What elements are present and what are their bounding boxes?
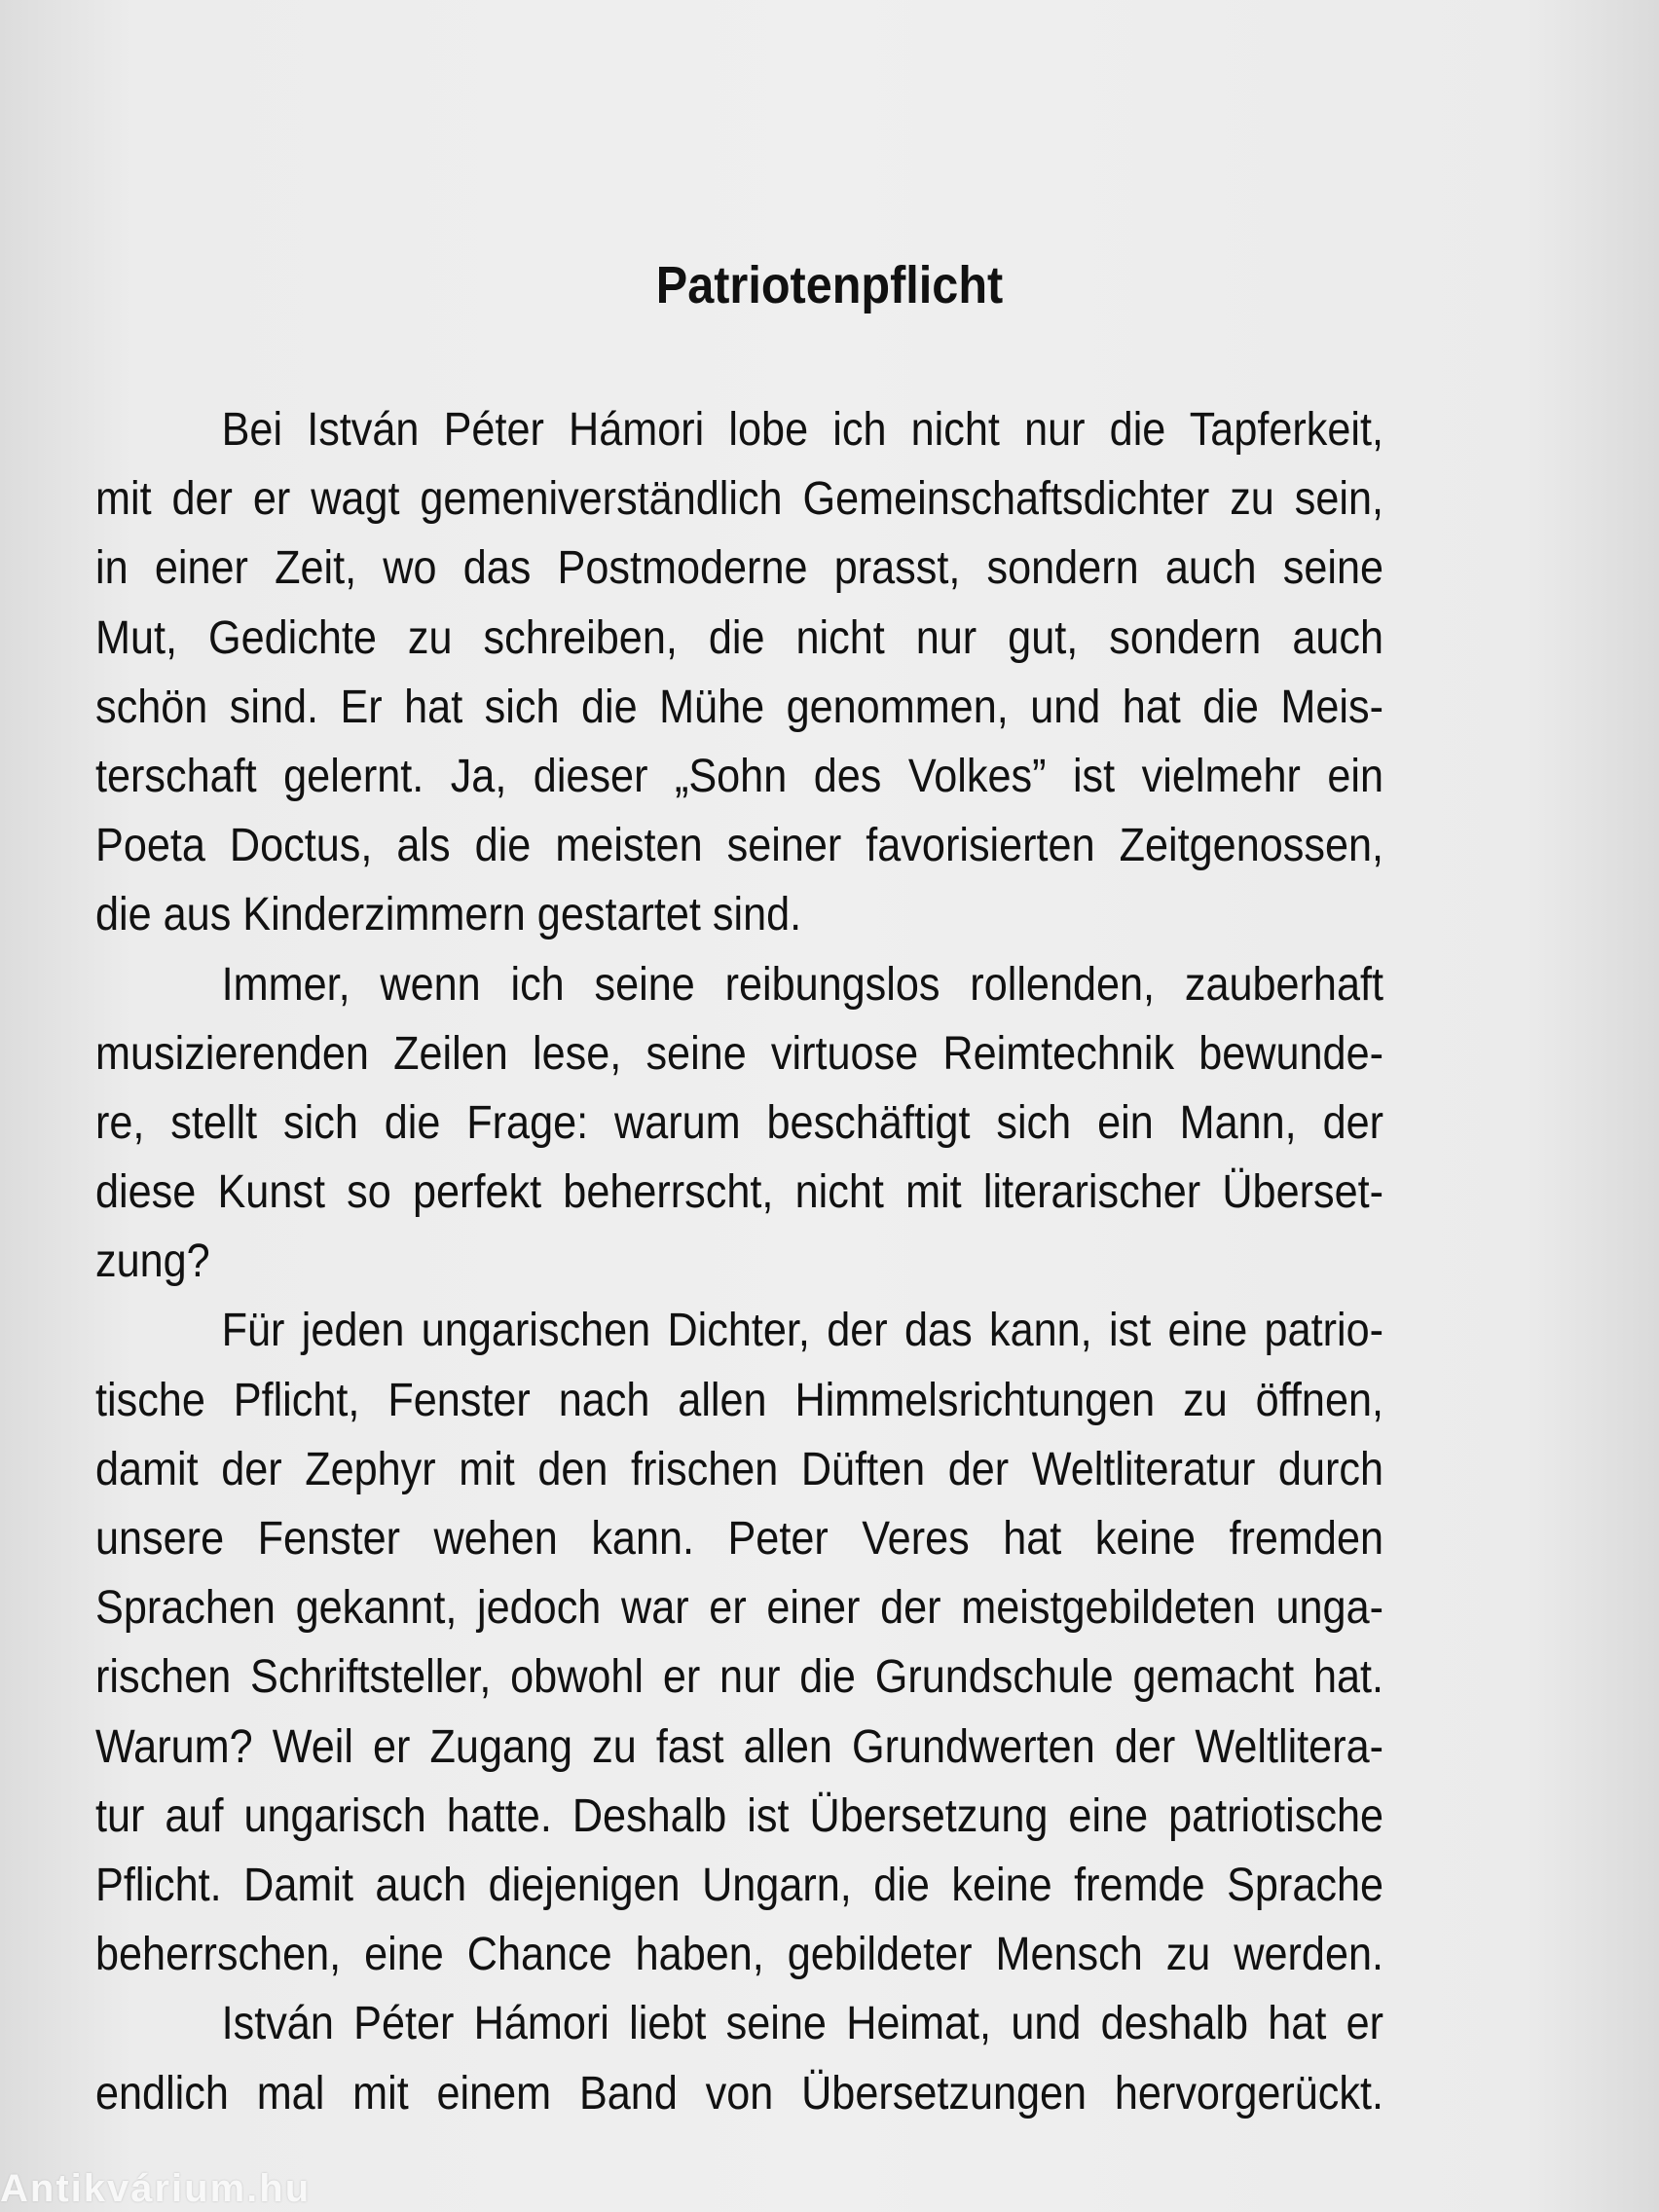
text-line: schön sind. Er hat sich die Mühe genommen, und hat die Meis- <box>95 681 1383 733</box>
text-line: endlich mal mit einem Band von Übersetzungen hervorgerückt. <box>95 2067 1383 2120</box>
text-line: tur auf ungarisch hatte. Deshalb ist Übersetzung eine patriotische <box>95 1789 1383 1842</box>
text-line: Für jeden ungarischen Dichter, der das kann, ist eine patrio- <box>221 1305 1383 1357</box>
text-line: terschaft gelernt. Ja, dieser „Sohn des Volkes” ist vielmehr ein <box>95 750 1383 802</box>
text-line: Pflicht. Damit auch diejenigen Ungarn, die keine fremde Sprache <box>95 1859 1383 1911</box>
text-line: re, stellt sich die Frage: warum beschäftigt sich ein Mann, der <box>95 1096 1383 1149</box>
text-line: musizierenden Zeilen lese, seine virtuose Reimtechnik bewunde- <box>95 1027 1383 1080</box>
body-text <box>95 395 1527 2128</box>
text-line: die aus Kinderzimmern gestartet sind. <box>95 889 802 941</box>
text-line: Bei István Péter Hámori lobe ich nicht nur die Tapferkeit, <box>221 404 1383 456</box>
text-line: damit der Zephyr mit den frischen Düften der Weltliteratur durch <box>95 1443 1383 1495</box>
text-line: zung? <box>95 1235 210 1288</box>
text-line: István Péter Hámori liebt seine Heimat, und deshalb hat er <box>221 1998 1383 2050</box>
text-line: beherrschen, eine Chance haben, gebildeter Mensch zu werden. <box>95 1929 1383 1981</box>
text-line: rischen Schriftsteller, obwohl er nur die Grundschule gemacht hat. <box>95 1651 1383 1704</box>
text-line: Poeta Doctus, als die meisten seiner favorisierten Zeitgenossen, <box>95 820 1383 872</box>
text-line: unsere Fenster wehen kann. Peter Veres hat keine fremden <box>95 1513 1383 1565</box>
text-line: Immer, wenn ich seine reibungslos rollenden, zauberhaft <box>221 958 1383 1011</box>
text-line: diese Kunst so perfekt beherrscht, nicht mit literarischer Überset- <box>95 1166 1383 1219</box>
text-line: in einer Zeit, wo das Postmoderne prasst, sondern auch seine <box>95 542 1383 595</box>
text-line: Sprachen gekannt, jedoch war er einer der meistgebildeten unga- <box>95 1582 1383 1635</box>
watermark: Antikvárium.hu <box>0 2167 312 2210</box>
text-line: Warum? Weil er Zugang zu fast allen Grundwerten der Weltlitera- <box>95 1720 1383 1773</box>
page-title: Patriotenpflicht <box>655 256 1004 314</box>
text-line: Mut, Gedichte zu schreiben, die nicht nur gut, sondern auch <box>95 611 1383 664</box>
text-line: mit der er wagt gemeniverständlich Gemeinschaftsdichter zu sein, <box>95 473 1383 526</box>
text-line: tische Pflicht, Fenster nach allen Himmelsrichtungen zu öffnen, <box>95 1374 1383 1426</box>
